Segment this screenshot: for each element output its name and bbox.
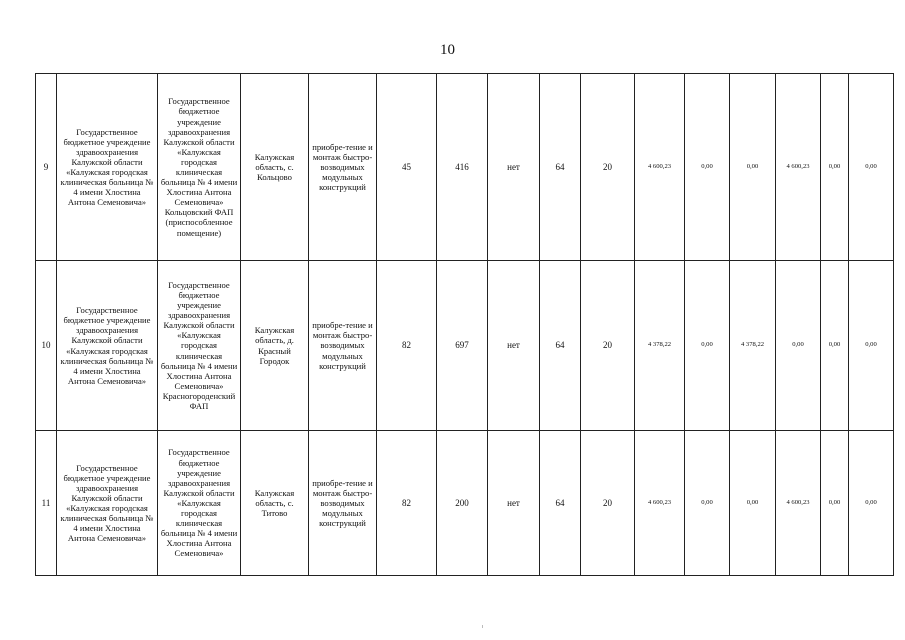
table-row (36, 74, 894, 261)
row-number: 11 (36, 431, 57, 576)
value-cell: 20 (581, 74, 635, 261)
finance-cell: 4 600,23 (776, 74, 821, 261)
value-cell: 200 (437, 431, 488, 576)
activity-cell: приобре-тение и монтаж быстро-возводимых модульных конструкций (309, 261, 377, 431)
activity-cell: приобре-тение и монтаж быстро-возводимых модульных конструкций (309, 431, 377, 576)
finance-cell: 0,00 (849, 261, 894, 431)
facilities-table (35, 73, 894, 576)
finance-cell: 0,00 (849, 74, 894, 261)
value-cell: 64 (540, 74, 581, 261)
location-cell: Калужская область, с. Титово (241, 431, 309, 576)
value-cell: нет (488, 74, 540, 261)
table-row (36, 261, 894, 431)
finance-cell: 4 600,23 (776, 431, 821, 576)
facility-cell: Государственное бюджетное учреждение здравоохранения Калужской области «Калужская городская клиническая больница № 4 имени Хлостина Антона Семеновича» (158, 431, 241, 576)
finance-cell: 0,00 (821, 74, 849, 261)
institution-cell: Государственное бюджетное учреждение здравоохранения Калужской области «Калужская городская клиническая больница № 4 имени Хлостина Антона Семеновича» (57, 431, 158, 576)
finance-cell: 0,00 (730, 431, 776, 576)
institution-cell: Государственное бюджетное учреждение здравоохранения Калужской области «Калужская городская клиническая больница № 4 имени Хлостина Антона Семеновича» (57, 261, 158, 431)
finance-cell: 4 378,22 (635, 261, 685, 431)
finance-cell: 0,00 (685, 431, 730, 576)
finance-cell: 4 600,23 (635, 431, 685, 576)
location-cell: Калужская область, с. Кольцово (241, 74, 309, 261)
value-cell: нет (488, 431, 540, 576)
value-cell: 416 (437, 74, 488, 261)
value-cell: 82 (377, 431, 437, 576)
finance-cell: 0,00 (821, 431, 849, 576)
value-cell: 82 (377, 261, 437, 431)
finance-cell: 0,00 (821, 261, 849, 431)
value-cell: 697 (437, 261, 488, 431)
row-number: 10 (36, 261, 57, 431)
finance-cell: 4 600,23 (635, 74, 685, 261)
finance-cell: 0,00 (685, 261, 730, 431)
table-row (36, 431, 894, 576)
facility-cell: Государственное бюджетное учреждение здравоохранения Калужской области «Калужская городская клиническая больница № 4 имени Хлостина Антона Семеновича» Красногороденский ФАП (158, 261, 241, 431)
value-cell: 64 (540, 431, 581, 576)
scan-mark (482, 625, 483, 628)
finance-cell: 0,00 (849, 431, 894, 576)
page-number: 10 (440, 42, 455, 58)
row-number: 9 (36, 74, 57, 261)
facility-cell: Государственное бюджетное учреждение здравоохранения Калужской области «Калужская городская клиническая больница № 4 имени Хлостина Антона Семеновича» Кольцовский ФАП (приспособленное помещение) (158, 74, 241, 261)
value-cell: 45 (377, 74, 437, 261)
location-cell: Калужская область, д. Красный Городок (241, 261, 309, 431)
value-cell: 20 (581, 261, 635, 431)
finance-cell: 4 378,22 (730, 261, 776, 431)
activity-cell: приобре-тение и монтаж быстро-возводимых модульных конструкций (309, 74, 377, 261)
value-cell: 20 (581, 431, 635, 576)
value-cell: 64 (540, 261, 581, 431)
institution-cell: Государственное бюджетное учреждение здравоохранения Калужской области «Калужская городская клиническая больница № 4 имени Хлостина Антона Семеновича» (57, 74, 158, 261)
finance-cell: 0,00 (776, 261, 821, 431)
finance-cell: 0,00 (730, 74, 776, 261)
finance-cell: 0,00 (685, 74, 730, 261)
value-cell: нет (488, 261, 540, 431)
